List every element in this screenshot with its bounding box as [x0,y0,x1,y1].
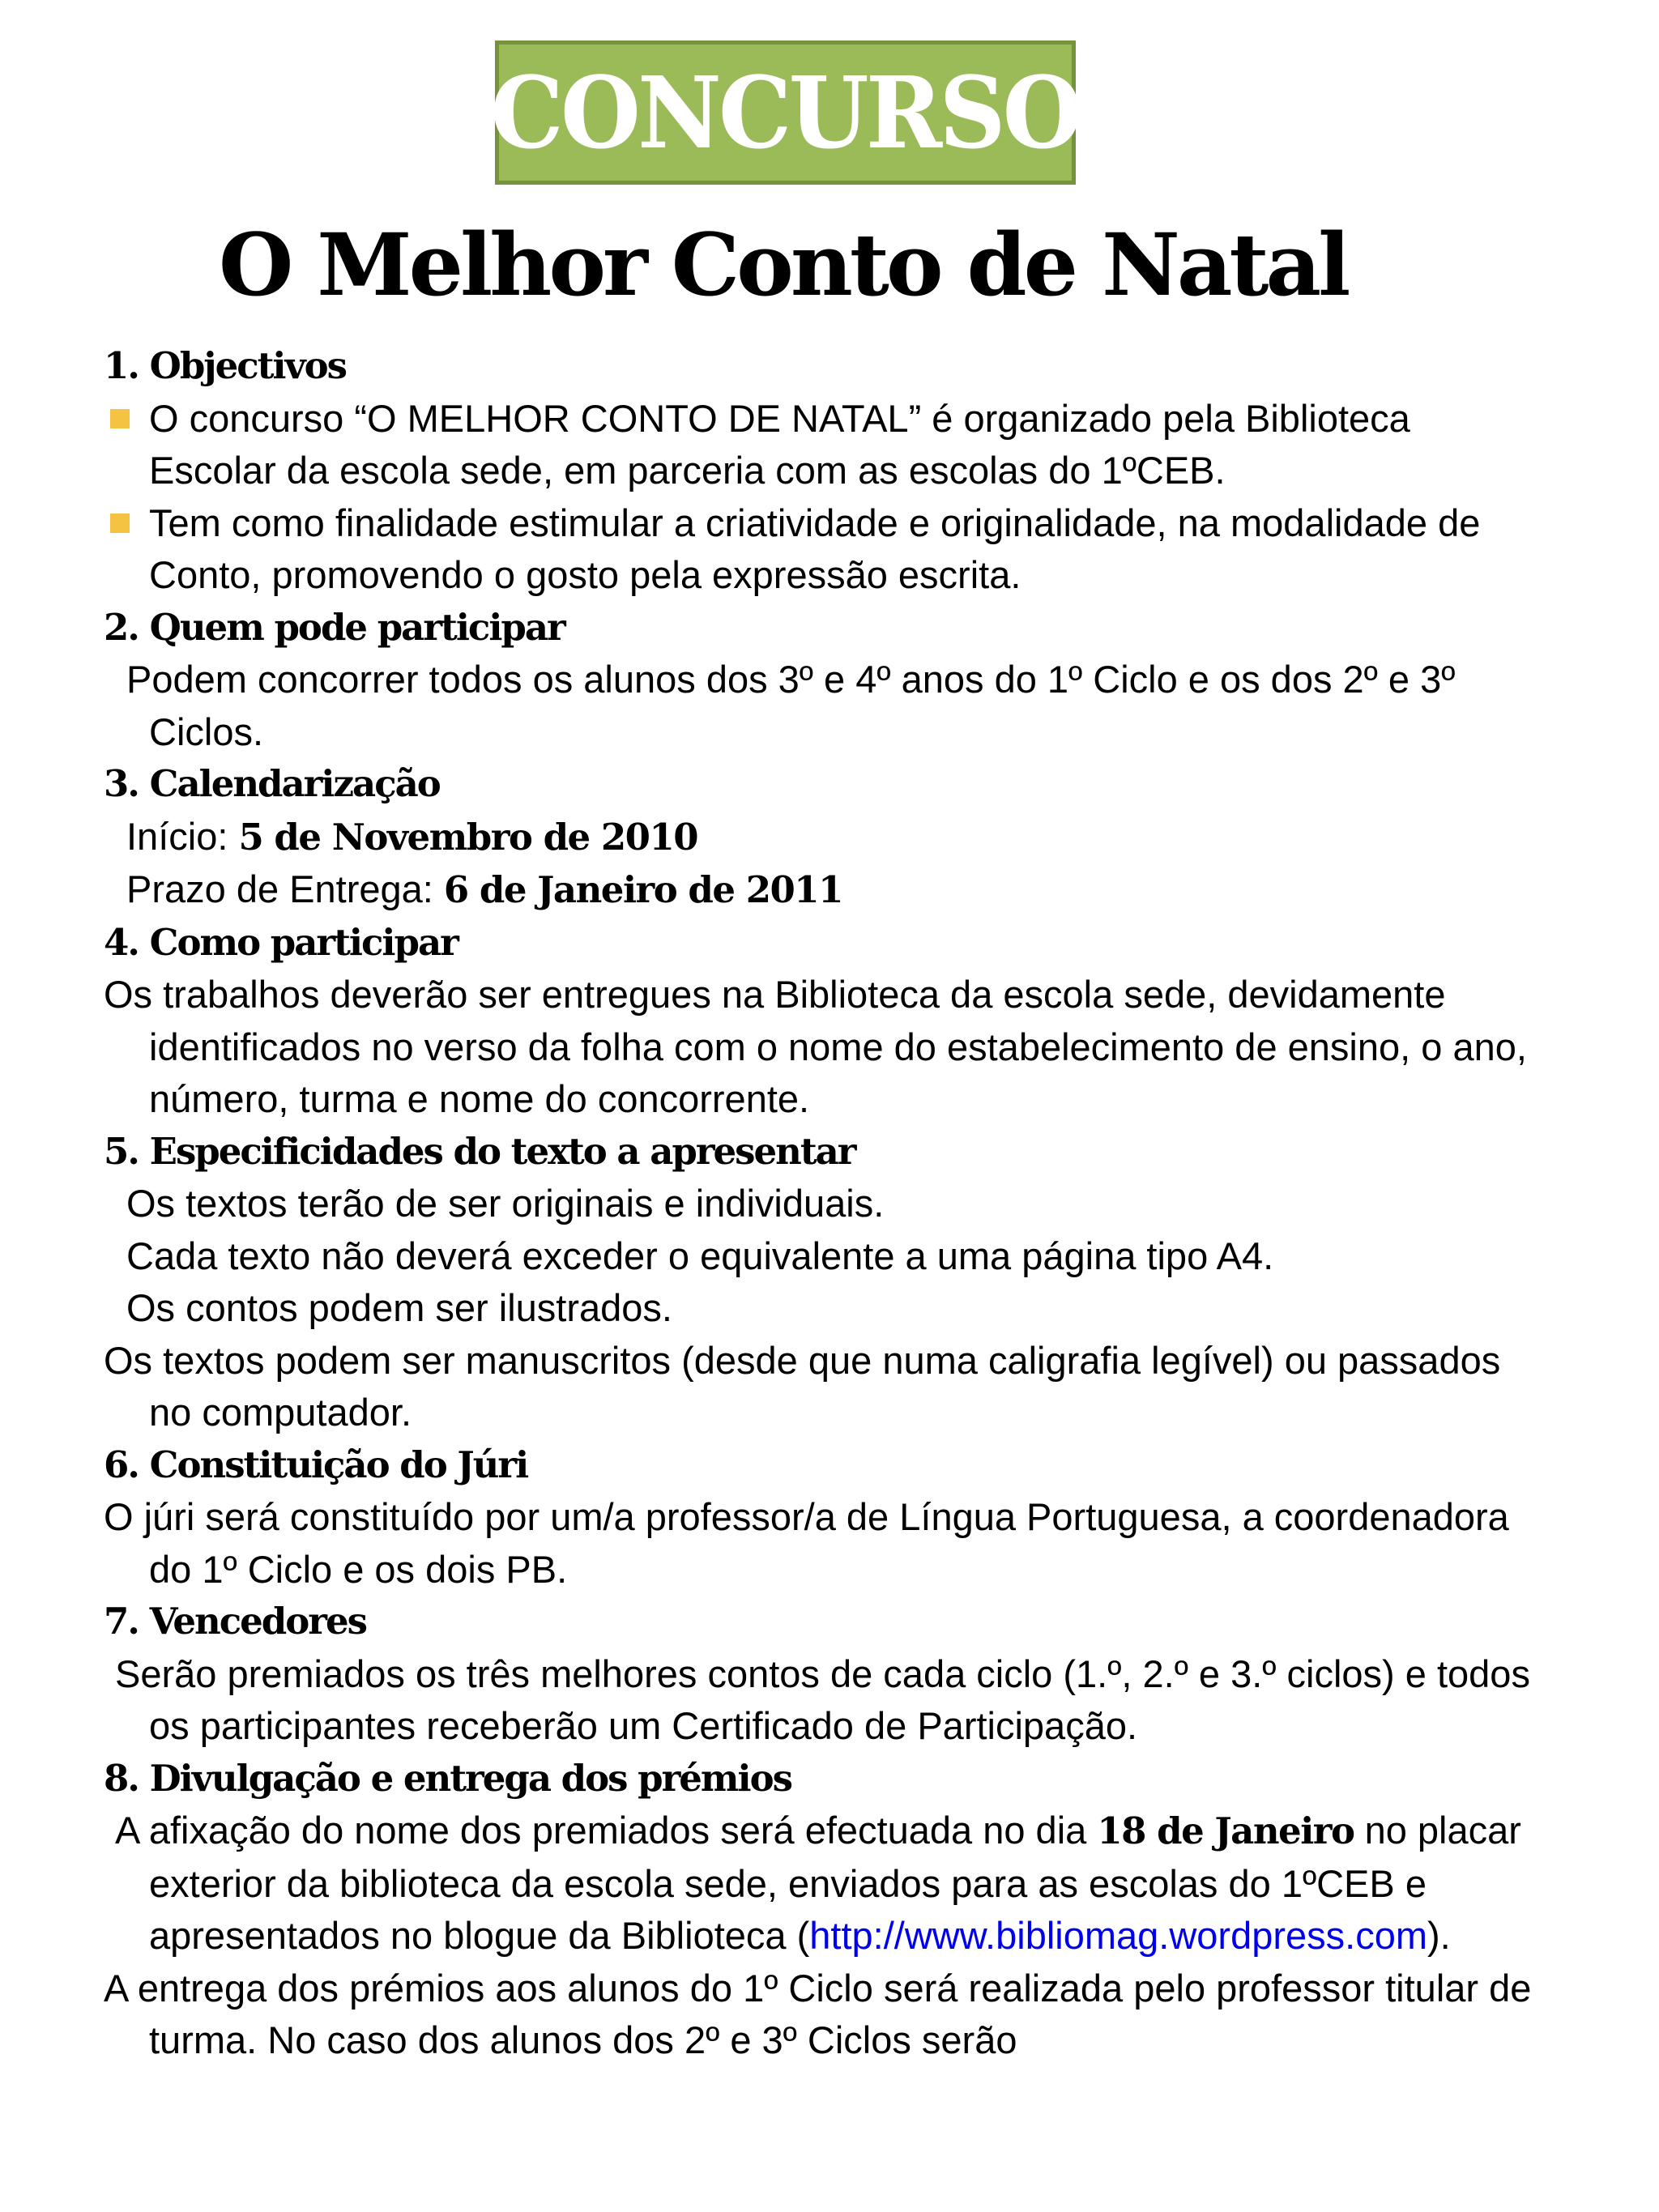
announcement-date: 18 de Janeiro [1097,1809,1354,1852]
square-bullet-icon [110,514,130,533]
paragraph: A entrega dos prémios aos alunos do 1º Ciclo será realizada pelo professor titular de turma. No caso dos alunos dos 2º e 3º Ciclos serão [104,1966,1532,2061]
deadline-label: Prazo de Entrega: [126,867,444,910]
paragraph: O júri será constituído por um/a professor/a de Língua Portuguesa, a coordenadora do 1º Ciclo e os dois PB. [104,1495,1509,1591]
announcement-text-cont: no placar exterior da biblioteca da escola sede, enviados para as escolas do 1ºCEB e apresentados no blogue da Biblioteca ( [149,1809,1521,1957]
paragraph: Podem concorrer todos os alunos dos 3º e 4º anos do 1º Ciclo e os dos 2º e 3º Ciclos. [126,658,1456,753]
paragraph: Os contos podem ser ilustrados. [126,1286,672,1329]
paragraph: Os textos podem ser manuscritos (desde que numa caligrafia legível) ou passados no computador. [104,1338,1501,1434]
section-heading-calendarizacao: 3. Calendarização [104,762,440,805]
paragraph: Serão premiados os três melhores contos de cada ciclo (1.º, 2.º e 3.º ciclos) e todos os participantes receberão um Certificado de Participação. [115,1652,1530,1747]
section-heading-especificidades: 5. Especificidades do texto a apresentar [104,1129,855,1173]
announcement-text-end: ). [1427,1914,1451,1957]
page-title: O Melhor Conto de Natal [219,214,1348,315]
section-heading-divulgacao: 8. Divulgação e entrega dos prémios [104,1756,791,1800]
section-heading-objectivos: 1. Objectivos [104,344,346,387]
start-date-line [104,811,1537,864]
start-date: 5 de Novembro de 2010 [238,815,698,859]
paragraph: Cada texto não deverá exceder o equivalente a uma página tipo A4. [126,1234,1274,1277]
section-heading-vencedores: 7. Vencedores [104,1600,366,1643]
banner-text: CONCURSO [490,54,1081,171]
start-label: Início: [126,814,239,858]
section-heading-como-participar: 4. Como participar [104,920,458,964]
blog-link[interactable]: http://www.bibliomag.wordpress.com [809,1914,1427,1957]
paragraph: Os textos terão de ser originais e individuais. [126,1182,885,1225]
square-bullet-icon [110,409,130,428]
paragraph [104,1805,1537,1963]
deadline-date: 6 de Janeiro de 2011 [443,868,842,911]
bullet-item [104,497,1537,602]
section-heading-participantes: 2. Quem pode participar [104,605,565,649]
contest-banner [490,40,1081,185]
paragraph: Os trabalhos deverão ser entregues na Biblioteca da escola sede, devidamente identificados no verso da folha com o nome do estabelecimento de ensino, o ano, número, turma e nome do concorrente. [104,973,1527,1120]
section-heading-juri: 6. Constituição do Júri [104,1443,528,1486]
bullet-text: Tem como finalidade estimular a criatividade e originalidade, na modalidade de Conto, promovendo o gosto pela expressão escrita. [149,501,1481,596]
bullet-item [104,393,1537,497]
document-body [104,340,1537,2067]
deadline-line [104,863,1537,917]
bullet-text: O concurso “O MELHOR CONTO DE NATAL” é organizado pela Biblioteca Escolar da escola sede, em parceria com as escolas do 1ºCEB. [149,396,1410,492]
announcement-text: A afixação do nome dos premiados será efectuada no dia [115,1809,1098,1852]
